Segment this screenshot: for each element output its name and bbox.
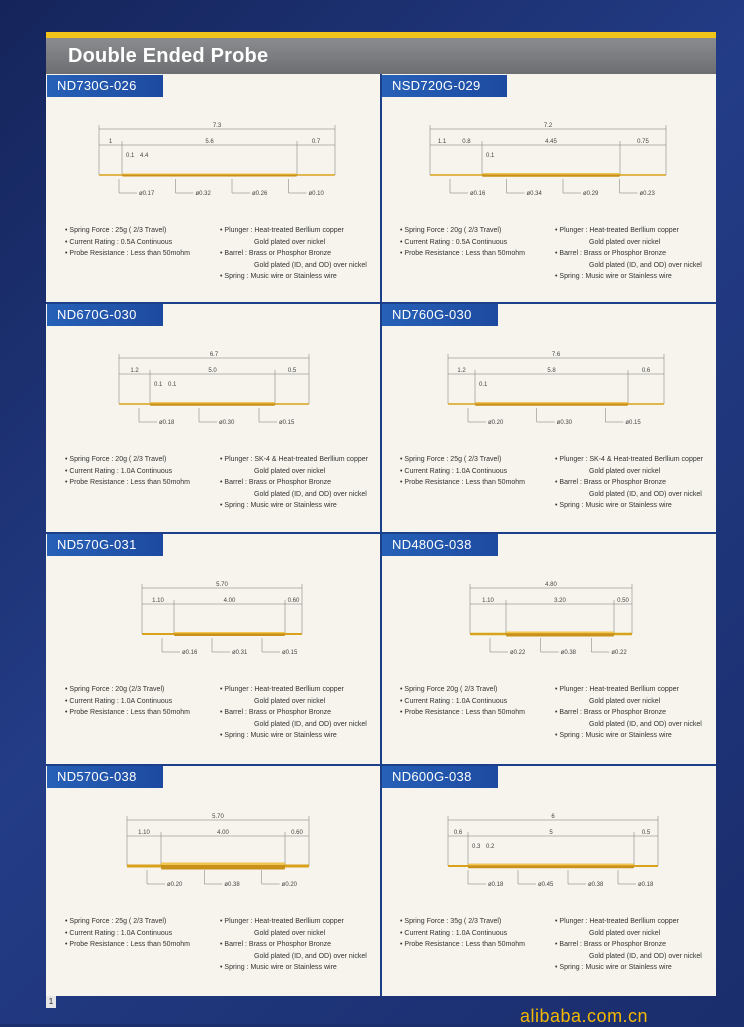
segment-length-label: 1.10	[138, 830, 150, 836]
inner-dimension-label: 0.3	[472, 844, 481, 850]
diameter-label: ø0.29	[583, 191, 599, 197]
segment-length-label: 0.75	[637, 139, 649, 145]
spec-line: • Barrel : Brass or Phosphor Bronze	[220, 709, 331, 716]
spec-line: • Current Rating : 0.5A Continuous	[65, 238, 173, 246]
overall-length-label: 7.6	[551, 352, 561, 358]
diameter-label: ø0.32	[195, 191, 211, 197]
probe-diagram	[382, 788, 715, 908]
inner-dimension-label: 0.1	[154, 382, 163, 388]
spec-line: • Spring Force : 25g ( 2/3 Travel)	[65, 918, 167, 925]
segment-length-label: 0.50	[617, 598, 629, 604]
material-specs	[220, 225, 380, 283]
electrical-specs	[400, 454, 550, 489]
spec-line: • Plunger : Heat-treated Berllium copper	[555, 918, 679, 925]
spec-line: • Barrel : Brass or Phosphor Bronze	[555, 709, 666, 716]
segment-length-label: 0.7	[311, 139, 321, 145]
probe-model-label: ND670G-030	[47, 304, 163, 326]
probe-diagram	[47, 326, 380, 446]
diameter-label: ø0.18	[488, 882, 504, 888]
inner-dimension-label: 0.1	[126, 153, 135, 159]
spec-line: Gold plated (ID, and OD) over nickel	[589, 720, 702, 728]
spec-line: Gold plated (ID, and OD) over nickel	[589, 261, 702, 269]
segment-length-label: 5.8	[547, 368, 556, 374]
diameter-label: ø0.38	[588, 882, 604, 888]
diameter-label: ø0.22	[510, 650, 526, 656]
segment-length-label: 1	[108, 139, 113, 145]
spec-line: Gold plated over nickel	[589, 929, 661, 937]
inner-dimension-label: 4.4	[140, 153, 149, 159]
spec-line: Gold plated over nickel	[254, 238, 326, 246]
probe-model-label: ND480G-038	[382, 534, 498, 556]
spec-line: • Plunger : Heat-treated Berllium copper	[555, 227, 679, 234]
spec-line: • Current Rating : 1.0A Continuous	[400, 467, 508, 475]
probe-card	[382, 304, 715, 532]
overall-length-label: 5.70	[212, 814, 224, 820]
title-banner	[46, 38, 716, 74]
spec-line: • Current Rating : 1.0A Continuous	[65, 929, 173, 937]
probe-model-label: ND730G-026	[47, 75, 163, 97]
spec-line: • Current Rating : 1.0A Continuous	[65, 697, 173, 705]
spec-line: • Barrel : Brass or Phosphor Bronze	[555, 941, 666, 948]
diameter-label: ø0.15	[282, 650, 298, 656]
probe-model-label: ND760G-030	[382, 304, 498, 326]
spec-line: • Probe Resistance : Less than 50mohm	[65, 709, 191, 716]
diameter-label: ø0.17	[139, 191, 155, 197]
segment-length-label: 4.00	[217, 830, 229, 836]
probe-model-label: ND570G-038	[47, 766, 163, 788]
spec-line: • Spring Force : 25g ( 2/3 Travel)	[400, 456, 502, 463]
diameter-label: ø0.16	[470, 191, 486, 197]
probe-card	[47, 534, 380, 762]
spec-line: • Barrel : Brass or Phosphor Bronze	[555, 479, 666, 486]
spec-line: Gold plated over nickel	[589, 467, 661, 475]
spec-line: Gold plated over nickel	[254, 467, 326, 475]
diameter-label: ø0.38	[224, 882, 240, 888]
segment-length-label: 1.10	[152, 598, 164, 604]
segment-length-label: 1.1	[437, 139, 447, 145]
spec-line: • Current Rating : 0.5A Continuous	[400, 238, 508, 246]
diameter-label: ø0.20	[167, 882, 183, 888]
segment-length-label: 5.6	[205, 139, 214, 145]
diameter-label: ø0.30	[556, 420, 573, 426]
spec-line: Gold plated over nickel	[254, 697, 326, 705]
segment-length-label: 4.45	[545, 139, 557, 145]
material-specs	[220, 916, 380, 974]
diameter-label: ø0.34	[526, 191, 542, 197]
spec-line: • Spring Force : 20g ( 2/3 Travel)	[400, 227, 502, 234]
segment-length-label: 0.60	[287, 598, 300, 604]
electrical-specs	[65, 454, 215, 489]
spec-line: • Spring Force : 25g ( 2/3 Travel)	[65, 227, 167, 234]
probe-card	[382, 766, 715, 994]
probe-model-label: NSD720G-029	[382, 75, 507, 97]
overall-length-label: 7.3	[212, 123, 222, 129]
diameter-label: ø0.16	[182, 650, 198, 656]
inner-dimension-label: 0.1	[168, 382, 177, 388]
probe-model-label: ND570G-031	[47, 534, 163, 556]
electrical-specs	[400, 684, 550, 719]
spec-line: • Plunger : Heat-treated Berllium copper	[555, 686, 679, 693]
overall-length-label: 5.70	[216, 582, 228, 588]
segment-length-label: 3.20	[554, 598, 566, 604]
probe-diagram	[382, 97, 715, 217]
page-number: 1	[46, 996, 56, 1008]
spec-line: Gold plated over nickel	[589, 238, 661, 246]
segment-length-label: 5.0	[208, 368, 217, 374]
overall-length-label: 6.7	[209, 352, 219, 358]
spec-line: • Spring : Music wire or Stainless wire	[555, 273, 672, 280]
material-specs	[555, 916, 715, 974]
spec-line: • Spring : Music wire or Stainless wire	[220, 273, 337, 280]
probe-model-label: ND600G-038	[382, 766, 498, 788]
spec-line: • Spring : Music wire or Stainless wire	[555, 964, 672, 971]
spec-line: • Probe Resistance : Less than 50mohm	[400, 250, 526, 257]
diameter-label: ø0.45	[538, 882, 554, 888]
material-specs	[220, 454, 380, 512]
overall-length-label: 4.80	[545, 582, 557, 588]
probe-card	[47, 304, 380, 532]
diameter-label: ø0.20	[281, 882, 298, 888]
diameter-label: ø0.26	[252, 191, 268, 197]
spec-line: • Probe Resistance : Less than 50mohm	[65, 941, 191, 948]
overall-length-label: 7.2	[543, 123, 553, 129]
material-specs	[555, 684, 715, 742]
spec-line: • Spring Force : 20g (2/3 Travel)	[65, 686, 165, 693]
spec-line: • Spring Force 20g ( 2/3 Travel)	[400, 686, 498, 693]
spec-line: • Barrel : Brass or Phosphor Bronze	[220, 479, 331, 486]
spec-line: • Barrel : Brass or Phosphor Bronze	[555, 250, 666, 257]
spec-line: • Spring : Music wire or Stainless wire	[555, 732, 672, 739]
segment-length-label: 0.6	[453, 830, 463, 836]
electrical-specs	[65, 225, 215, 260]
spec-line: • Spring : Music wire or Stainless wire	[220, 964, 337, 971]
segment-length-label: 0.5	[641, 830, 651, 836]
segment-length-label: 5	[549, 830, 553, 836]
probe-diagram	[47, 788, 380, 908]
probe-card	[47, 766, 380, 994]
spec-line: • Spring : Music wire or Stainless wire	[220, 732, 337, 739]
watermark: alibaba.com.cn	[520, 1006, 649, 1026]
probe-diagram	[47, 556, 380, 676]
spec-line: Gold plated (ID, and OD) over nickel	[589, 952, 702, 960]
diameter-label: ø0.18	[159, 420, 175, 426]
inner-dimension-label: 0.2	[486, 844, 495, 850]
spec-line: • Current Rating : 1.0A Continuous	[400, 697, 508, 705]
segment-length-label: 0.6	[641, 368, 651, 374]
spec-line: Gold plated over nickel	[589, 697, 661, 705]
spec-line: • Plunger : SK-4 & Heat-treated Berllium copper	[220, 456, 368, 463]
spec-line: • Spring : Music wire or Stainless wire	[555, 502, 672, 509]
probe-diagram	[47, 97, 380, 217]
probe-diagram	[382, 556, 715, 676]
segment-length-label: 0.8	[462, 139, 471, 145]
inner-dimension-label: 0.1	[486, 153, 495, 159]
diameter-label: ø0.30	[219, 420, 235, 426]
spec-line: Gold plated (ID, and OD) over nickel	[254, 490, 367, 498]
diameter-label: ø0.38	[560, 650, 577, 656]
spec-line: • Plunger : Heat-treated Berllium copper	[220, 227, 344, 234]
spec-line: Gold plated (ID, and OD) over nickel	[589, 490, 702, 498]
diameter-label: ø0.10	[308, 191, 324, 197]
spec-line: • Probe Resistance : Less than 50mohm	[65, 250, 191, 257]
spec-line: Gold plated (ID, and OD) over nickel	[254, 720, 367, 728]
diameter-label: ø0.20	[488, 420, 504, 426]
spec-line: Gold plated over nickel	[254, 929, 326, 937]
diameter-label: ø0.15	[625, 420, 641, 426]
spec-line: • Spring : Music wire or Stainless wire	[220, 502, 337, 509]
spec-line: • Plunger : Heat-treated Berllium copper	[220, 918, 344, 925]
segment-length-label: 1.2	[130, 368, 139, 374]
diameter-label: ø0.31	[232, 650, 248, 656]
spec-line: • Spring Force : 35g ( 2/3 Travel)	[400, 918, 502, 925]
diameter-label: ø0.18	[638, 882, 654, 888]
spec-line: • Plunger : Heat-treated Berllium copper	[220, 686, 344, 693]
probe-card	[47, 75, 380, 303]
segment-length-label: 0.5	[287, 368, 297, 374]
probe-card	[382, 534, 715, 762]
spec-line: • Current Rating : 1.0A Continuous	[400, 929, 508, 937]
electrical-specs	[400, 916, 550, 951]
spec-line: • Probe Resistance : Less than 50mohm	[400, 479, 526, 486]
spec-line: • Spring Force : 20g ( 2/3 Travel)	[65, 456, 167, 463]
segment-length-label: 1.10	[482, 598, 494, 604]
diameter-label: ø0.23	[639, 191, 655, 197]
spec-line: • Probe Resistance : Less than 50mohm	[400, 941, 526, 948]
spec-line: • Barrel : Brass or Phosphor Bronze	[220, 250, 331, 257]
probe-card	[382, 75, 715, 303]
electrical-specs	[65, 684, 215, 719]
overall-length-label: 6	[551, 814, 555, 820]
spec-line: • Barrel : Brass or Phosphor Bronze	[220, 941, 331, 948]
material-specs	[220, 684, 380, 742]
diameter-label: ø0.22	[611, 650, 627, 656]
segment-length-label: 4.00	[223, 598, 236, 604]
inner-dimension-label: 0.1	[479, 382, 488, 388]
page-title: Double Ended Probe	[68, 45, 269, 67]
spec-line: Gold plated (ID, and OD) over nickel	[254, 952, 367, 960]
spec-line: • Probe Resistance : Less than 50mohm	[65, 479, 191, 486]
material-specs	[555, 454, 715, 512]
segment-length-label: 1.2	[457, 368, 466, 374]
spec-line: Gold plated (ID, and OD) over nickel	[254, 261, 367, 269]
electrical-specs	[65, 916, 215, 951]
spec-line: • Plunger : SK-4 & Heat-treated Berllium copper	[555, 456, 703, 463]
material-specs	[555, 225, 715, 283]
diameter-label: ø0.15	[279, 420, 295, 426]
probe-diagram	[382, 326, 715, 446]
spec-line: • Current Rating : 1.0A Continuous	[65, 467, 173, 475]
electrical-specs	[400, 225, 550, 260]
segment-length-label: 0.60	[291, 830, 303, 836]
spec-line: • Probe Resistance : Less than 50mohm	[400, 709, 526, 716]
